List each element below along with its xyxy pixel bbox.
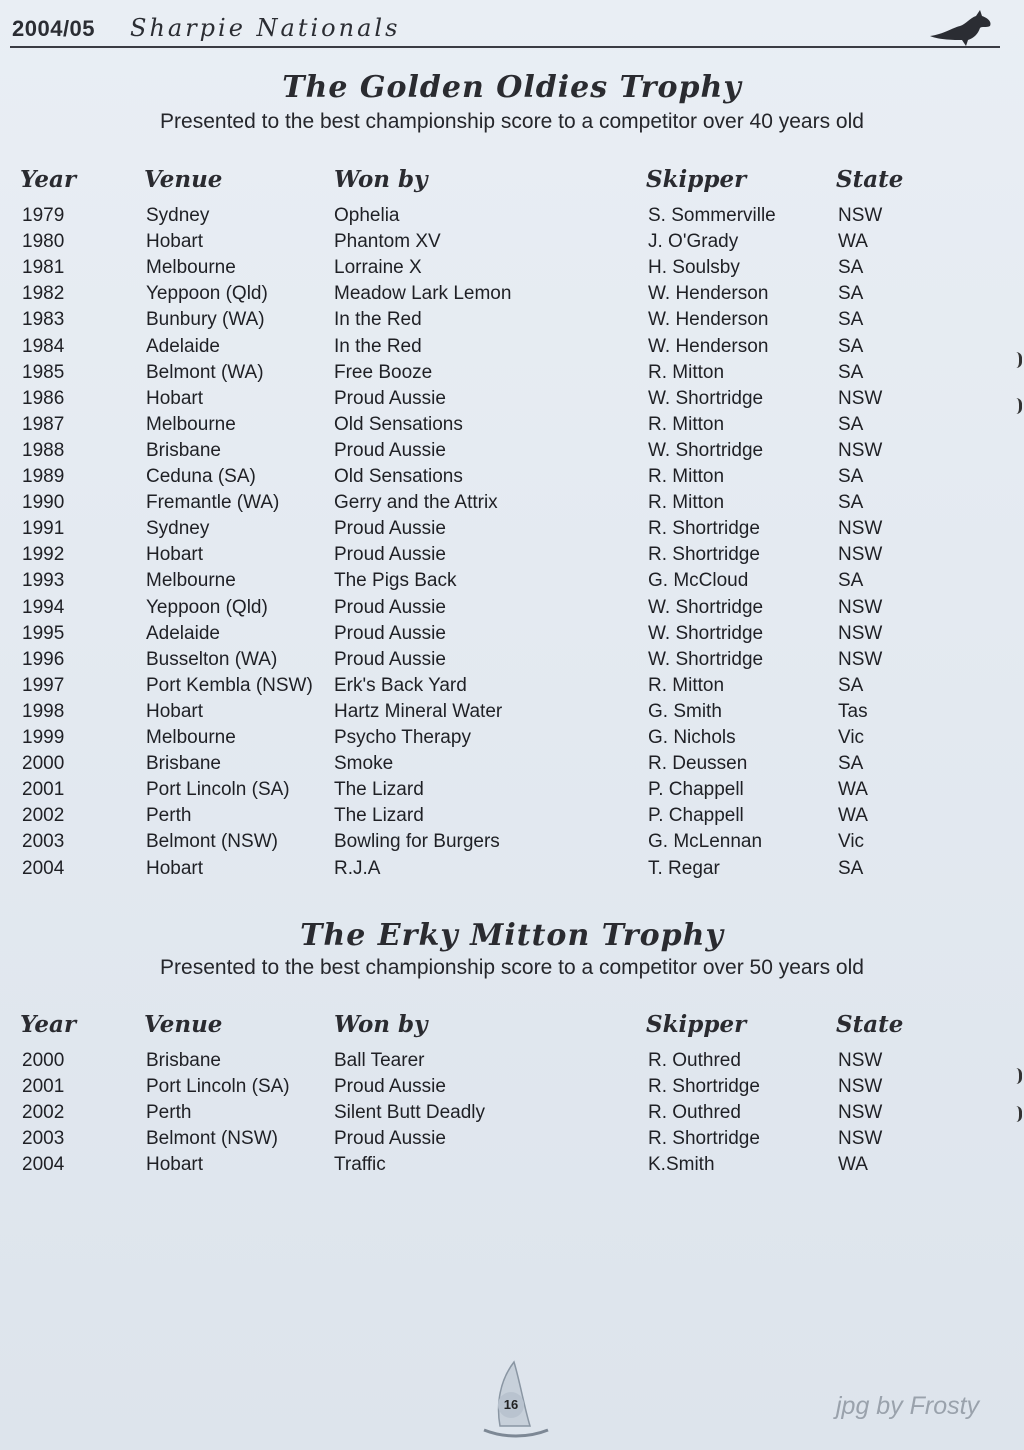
venue-cell: Yeppoon (Qld) bbox=[146, 283, 268, 305]
skipper-cell: G. Nichols bbox=[648, 727, 736, 748]
skipper-cell: S. Sommerville bbox=[648, 205, 776, 226]
year-cell: 1981 bbox=[22, 257, 65, 279]
year-cell: 2001 bbox=[22, 779, 65, 801]
skipper-cell: T. Regar bbox=[648, 857, 720, 879]
skipper-cell: G. McLennan bbox=[648, 831, 763, 853]
page-header bbox=[10, 12, 1000, 48]
won-by-cell: Proud Aussie bbox=[334, 518, 446, 540]
year-cell: 2000 bbox=[22, 753, 65, 775]
venue-cell: Yeppoon (Qld) bbox=[146, 596, 268, 618]
col-skipper-header: Skipper bbox=[646, 1011, 747, 1038]
year-cell: 1997 bbox=[22, 674, 65, 696]
won-by-cell: In the Red bbox=[334, 309, 422, 331]
table-row bbox=[0, 1154, 1024, 1180]
venue-cell: Bunbury (WA) bbox=[146, 309, 265, 331]
won-by-cell: R.J.A bbox=[334, 857, 381, 879]
won-by-cell: Proud Aussie bbox=[334, 648, 446, 670]
state-cell: NSW bbox=[838, 596, 883, 618]
won-by-cell: Psycho Therapy bbox=[334, 727, 471, 748]
state-cell: NSW bbox=[838, 1076, 883, 1097]
year-cell: 1985 bbox=[22, 361, 65, 383]
skipper-cell: W. Shortridge bbox=[648, 648, 764, 670]
year-cell: 2001 bbox=[22, 1076, 65, 1097]
won-by-cell: Lorraine X bbox=[334, 257, 422, 279]
state-cell: WA bbox=[838, 779, 868, 801]
state-cell: NSW bbox=[838, 1128, 883, 1149]
skipper-cell: W. Henderson bbox=[648, 335, 769, 357]
col-year-header: Year bbox=[20, 1011, 77, 1038]
won-by-cell: Proud Aussie bbox=[334, 1128, 446, 1149]
state-cell: SA bbox=[838, 283, 864, 305]
year-cell: 2003 bbox=[22, 831, 65, 853]
state-cell: Vic bbox=[838, 727, 865, 748]
table-row bbox=[0, 257, 1024, 283]
state-cell: SA bbox=[838, 674, 864, 696]
table-row bbox=[0, 623, 1024, 649]
skipper-cell: R. Mitton bbox=[648, 674, 725, 696]
table-row bbox=[0, 388, 1024, 414]
table-row bbox=[0, 231, 1024, 257]
venue-cell: Hobart bbox=[146, 700, 204, 722]
col-skipper-header: Skipper bbox=[646, 166, 747, 193]
skipper-cell: W. Shortridge bbox=[648, 439, 764, 461]
venue-cell: Belmont (NSW) bbox=[146, 831, 278, 853]
won-by-cell: Old Sensations bbox=[334, 466, 463, 487]
won-by-cell: Proud Aussie bbox=[334, 439, 446, 461]
year-cell: 1991 bbox=[22, 518, 65, 540]
state-cell: NSW bbox=[838, 439, 883, 461]
year-cell: 2002 bbox=[22, 1102, 65, 1123]
state-cell: NSW bbox=[838, 387, 883, 409]
year-cell: 1994 bbox=[22, 596, 65, 618]
year-cell: 2003 bbox=[22, 1128, 65, 1149]
skipper-cell: R. Outhred bbox=[648, 1050, 741, 1071]
won-by-cell: Old Sensations bbox=[334, 413, 463, 435]
year-cell: 1992 bbox=[22, 544, 65, 566]
venue-cell: Melbourne bbox=[146, 570, 236, 592]
venue-cell: Brisbane bbox=[146, 439, 221, 461]
venue-cell: Perth bbox=[146, 1102, 192, 1123]
table-row bbox=[0, 1050, 1024, 1076]
table-row bbox=[0, 805, 1024, 831]
venue-cell: Fremantle (WA) bbox=[146, 492, 280, 514]
skipper-cell: J. O'Grady bbox=[648, 231, 739, 253]
venue-cell: Brisbane bbox=[146, 1050, 221, 1071]
table-row bbox=[0, 544, 1024, 570]
won-by-cell: Traffic bbox=[334, 1154, 386, 1175]
table-row bbox=[0, 283, 1024, 309]
year-cell: 2004 bbox=[22, 857, 65, 879]
golden-oldies-title: The Golden Oldies Trophy bbox=[282, 70, 742, 105]
state-cell: Vic bbox=[838, 831, 865, 853]
state-cell: WA bbox=[838, 231, 868, 253]
venue-cell: Melbourne bbox=[146, 413, 236, 435]
skipper-cell: P. Chappell bbox=[648, 805, 744, 827]
skipper-cell: W. Shortridge bbox=[648, 596, 764, 618]
skipper-cell: R. Deussen bbox=[648, 753, 748, 775]
state-cell: SA bbox=[838, 753, 864, 775]
venue-cell: Belmont (WA) bbox=[146, 361, 264, 383]
header-event-title: Sharpie Nationals bbox=[130, 14, 401, 42]
table-row bbox=[0, 753, 1024, 779]
year-cell: 1993 bbox=[22, 570, 65, 592]
state-cell: SA bbox=[838, 466, 864, 487]
won-by-cell: Ball Tearer bbox=[334, 1050, 425, 1071]
col-venue-header: Venue bbox=[144, 1011, 223, 1038]
col-wonby-header: Won by bbox=[334, 1011, 428, 1038]
year-cell: 1980 bbox=[22, 231, 65, 253]
venue-cell: Hobart bbox=[146, 544, 204, 566]
won-by-cell: Meadow Lark Lemon bbox=[334, 283, 512, 305]
state-cell: NSW bbox=[838, 1050, 883, 1071]
table-row bbox=[0, 336, 1024, 362]
col-venue-header: Venue bbox=[144, 166, 223, 193]
state-cell: WA bbox=[838, 1154, 868, 1175]
won-by-cell: Ophelia bbox=[334, 205, 400, 226]
skipper-cell: R. Outhred bbox=[648, 1102, 741, 1123]
won-by-cell: Proud Aussie bbox=[334, 1076, 446, 1097]
state-cell: WA bbox=[838, 805, 868, 827]
year-cell: 1979 bbox=[22, 205, 65, 226]
venue-cell: Hobart bbox=[146, 1154, 204, 1175]
won-by-cell: Proud Aussie bbox=[334, 544, 446, 566]
state-cell: Tas bbox=[838, 700, 868, 722]
skipper-cell: R. Shortridge bbox=[648, 1128, 760, 1149]
table-row bbox=[0, 518, 1024, 544]
year-cell: 1998 bbox=[22, 700, 65, 722]
venue-cell: Brisbane bbox=[146, 753, 221, 775]
skipper-cell: W. Shortridge bbox=[648, 622, 764, 644]
state-cell: NSW bbox=[838, 648, 883, 670]
venue-cell: Hobart bbox=[146, 231, 204, 253]
table-row bbox=[0, 831, 1024, 857]
table-row bbox=[0, 466, 1024, 492]
venue-cell: Port Lincoln (SA) bbox=[146, 1076, 290, 1097]
won-by-cell: In the Red bbox=[334, 335, 422, 357]
venue-cell: Hobart bbox=[146, 387, 204, 409]
won-by-cell: The Lizard bbox=[334, 779, 424, 801]
binder-ring bbox=[1013, 352, 1022, 368]
skipper-cell: R. Mitton bbox=[648, 492, 725, 514]
state-cell: SA bbox=[838, 857, 864, 879]
year-cell: 1986 bbox=[22, 387, 65, 409]
table-row bbox=[0, 362, 1024, 388]
won-by-cell: The Pigs Back bbox=[334, 570, 457, 592]
table-row bbox=[0, 649, 1024, 675]
skipper-cell: G. McCloud bbox=[648, 570, 749, 592]
venue-cell: Sydney bbox=[146, 205, 210, 226]
venue-cell: Hobart bbox=[146, 857, 204, 879]
won-by-cell: Smoke bbox=[334, 753, 394, 775]
table-row bbox=[0, 675, 1024, 701]
skipper-cell: R. Mitton bbox=[648, 361, 725, 383]
state-cell: SA bbox=[838, 492, 864, 514]
year-cell: 2004 bbox=[22, 1154, 65, 1175]
won-by-cell: Silent Butt Deadly bbox=[334, 1102, 486, 1123]
state-cell: SA bbox=[838, 335, 864, 357]
table-row bbox=[0, 597, 1024, 623]
skipper-cell: R. Shortridge bbox=[648, 518, 760, 540]
won-by-cell: Proud Aussie bbox=[334, 596, 446, 618]
table-row bbox=[0, 779, 1024, 805]
table-row bbox=[0, 1128, 1024, 1154]
skipper-cell: G. Smith bbox=[648, 700, 722, 722]
skipper-cell: P. Chappell bbox=[648, 779, 744, 801]
table-row bbox=[0, 858, 1024, 884]
table-row bbox=[0, 1102, 1024, 1128]
header-year: 2004/05 bbox=[12, 16, 96, 41]
skipper-cell: R. Shortridge bbox=[648, 544, 760, 566]
erky-mitton-title: The Erky Mitton Trophy bbox=[300, 918, 724, 953]
won-by-cell: Proud Aussie bbox=[334, 622, 446, 644]
skipper-cell: H. Soulsby bbox=[648, 257, 740, 279]
year-cell: 1989 bbox=[22, 466, 65, 487]
table-row bbox=[0, 414, 1024, 440]
venue-cell: Adelaide bbox=[146, 335, 220, 357]
won-by-cell: Proud Aussie bbox=[334, 387, 446, 409]
venue-cell: Ceduna (SA) bbox=[146, 466, 256, 487]
state-cell: NSW bbox=[838, 622, 883, 644]
col-state-header: State bbox=[836, 166, 904, 193]
binder-ring bbox=[1013, 398, 1022, 414]
state-cell: SA bbox=[838, 361, 864, 383]
photo-credit: jpg by Frosty bbox=[836, 1392, 980, 1420]
won-by-cell: Gerry and the Attrix bbox=[334, 492, 498, 514]
won-by-cell: Phantom XV bbox=[334, 231, 441, 253]
table-row bbox=[0, 492, 1024, 518]
skipper-cell: K.Smith bbox=[648, 1154, 715, 1175]
year-cell: 1988 bbox=[22, 439, 65, 461]
year-cell: 2002 bbox=[22, 805, 65, 827]
won-by-cell: Bowling for Burgers bbox=[334, 831, 500, 853]
won-by-cell: Free Booze bbox=[334, 361, 433, 383]
venue-cell: Perth bbox=[146, 805, 192, 827]
year-cell: 1996 bbox=[22, 648, 65, 670]
venue-cell: Melbourne bbox=[146, 727, 236, 748]
state-cell: NSW bbox=[838, 518, 883, 540]
year-cell: 1983 bbox=[22, 309, 65, 331]
page-number: 16 bbox=[498, 1392, 524, 1418]
year-cell: 2000 bbox=[22, 1050, 65, 1071]
year-cell: 1999 bbox=[22, 727, 65, 748]
skipper-cell: W. Henderson bbox=[648, 283, 769, 305]
skipper-cell: R. Mitton bbox=[648, 466, 725, 487]
state-cell: NSW bbox=[838, 205, 883, 226]
state-cell: SA bbox=[838, 570, 864, 592]
table-row bbox=[0, 309, 1024, 335]
erky-mitton-subtitle: Presented to the best championship score to a competitor over 50 years old bbox=[160, 956, 864, 979]
skipper-cell: W. Henderson bbox=[648, 309, 769, 331]
skipper-cell: W. Shortridge bbox=[648, 387, 764, 409]
kangaroo-icon bbox=[926, 6, 996, 46]
year-cell: 1995 bbox=[22, 622, 65, 644]
col-state-header: State bbox=[836, 1011, 904, 1038]
table-row bbox=[0, 440, 1024, 466]
binder-ring bbox=[1013, 1068, 1022, 1084]
year-cell: 1982 bbox=[22, 283, 65, 305]
skipper-cell: R. Shortridge bbox=[648, 1076, 760, 1097]
state-cell: NSW bbox=[838, 544, 883, 566]
binder-ring bbox=[1013, 1106, 1022, 1122]
table-row bbox=[0, 701, 1024, 727]
year-cell: 1987 bbox=[22, 413, 65, 435]
table-row bbox=[0, 727, 1024, 753]
venue-cell: Busselton (WA) bbox=[146, 648, 278, 670]
state-cell: SA bbox=[838, 413, 864, 435]
won-by-cell: The Lizard bbox=[334, 805, 424, 827]
year-cell: 1990 bbox=[22, 492, 65, 514]
venue-cell: Port Lincoln (SA) bbox=[146, 779, 290, 801]
golden-oldies-subtitle: Presented to the best championship score to a competitor over 40 years old bbox=[160, 110, 864, 133]
table-row bbox=[0, 570, 1024, 596]
year-cell: 1984 bbox=[22, 335, 65, 357]
state-cell: NSW bbox=[838, 1102, 883, 1123]
table-row bbox=[0, 205, 1024, 231]
won-by-cell: Erk's Back Yard bbox=[334, 674, 467, 696]
table-row bbox=[0, 1076, 1024, 1102]
venue-cell: Melbourne bbox=[146, 257, 236, 279]
venue-cell: Belmont (NSW) bbox=[146, 1128, 278, 1149]
venue-cell: Port Kembla (NSW) bbox=[146, 674, 313, 696]
skipper-cell: R. Mitton bbox=[648, 413, 725, 435]
venue-cell: Sydney bbox=[146, 518, 210, 540]
venue-cell: Adelaide bbox=[146, 622, 220, 644]
col-wonby-header: Won by bbox=[334, 166, 428, 193]
state-cell: SA bbox=[838, 257, 864, 279]
won-by-cell: Hartz Mineral Water bbox=[334, 700, 503, 722]
state-cell: SA bbox=[838, 309, 864, 331]
col-year-header: Year bbox=[20, 166, 77, 193]
